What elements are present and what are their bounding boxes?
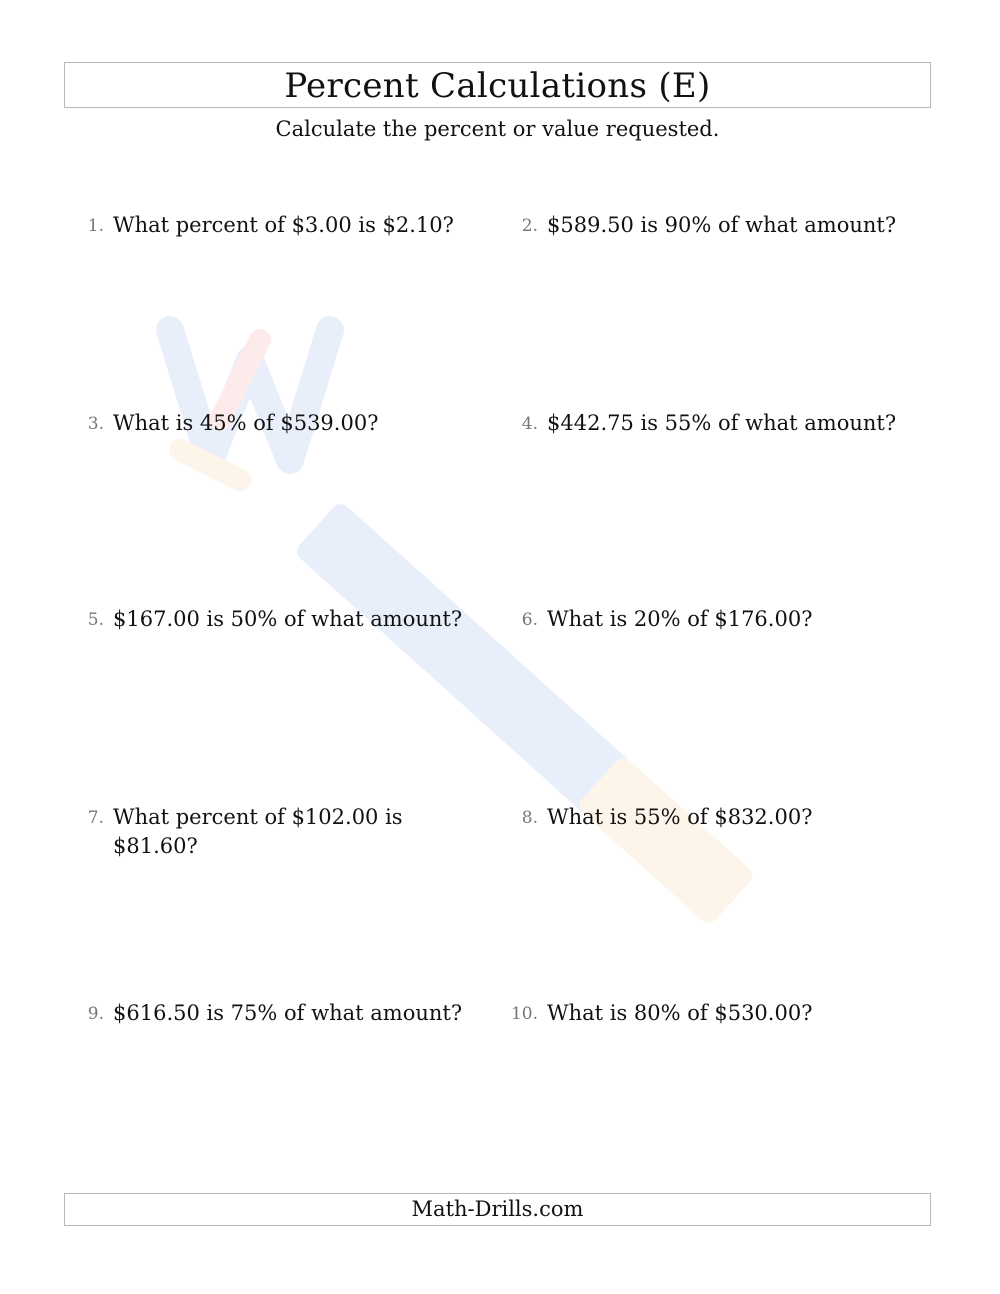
problem-8 (521, 803, 932, 832)
problem-4 (521, 409, 932, 438)
problem-text: What is 80% of $530.00? (547, 1001, 813, 1025)
problem-3 (87, 409, 488, 438)
watermark-mark-icon (170, 330, 330, 480)
problem-9 (87, 999, 488, 1028)
problem-number: 6. (521, 610, 538, 630)
problem-number: 10. (510, 1004, 538, 1024)
problem-6 (521, 605, 932, 634)
page-title: Percent Calculations (E) (284, 66, 711, 106)
problem-2 (521, 211, 932, 240)
problem-number: 5. (87, 610, 104, 630)
problem-number: 8. (521, 808, 538, 828)
problem-text: What percent of $3.00 is $2.10? (113, 213, 454, 237)
problem-text: $589.50 is 90% of what amount? (547, 213, 897, 237)
problem-number: 9. (87, 1004, 104, 1024)
problem-text: What percent of $102.00 is $81.60? (113, 805, 403, 858)
problem-number: 2. (521, 216, 538, 236)
problem-number: 1. (87, 216, 104, 236)
problem-number: 3. (87, 414, 104, 434)
problem-text: What is 55% of $832.00? (547, 805, 813, 829)
problem-number: 4. (521, 414, 538, 434)
problem-1 (87, 211, 488, 240)
problem-5 (87, 605, 488, 634)
problem-number: 7. (87, 808, 104, 828)
problem-text: What is 20% of $176.00? (547, 607, 813, 631)
problem-text: $442.75 is 55% of what amount? (547, 411, 897, 435)
problem-text: $616.50 is 75% of what amount? (113, 1001, 463, 1025)
problem-7 (87, 803, 433, 861)
footer-site-name: Math-Drills.com (411, 1197, 584, 1221)
problem-text: $167.00 is 50% of what amount? (113, 607, 463, 631)
problem-10 (510, 999, 932, 1028)
instructions: Calculate the percent or value requested. (275, 117, 720, 141)
watermark-logo (140, 300, 900, 980)
watermark-wordmark (293, 500, 756, 927)
problem-text: What is 45% of $539.00? (113, 411, 379, 435)
